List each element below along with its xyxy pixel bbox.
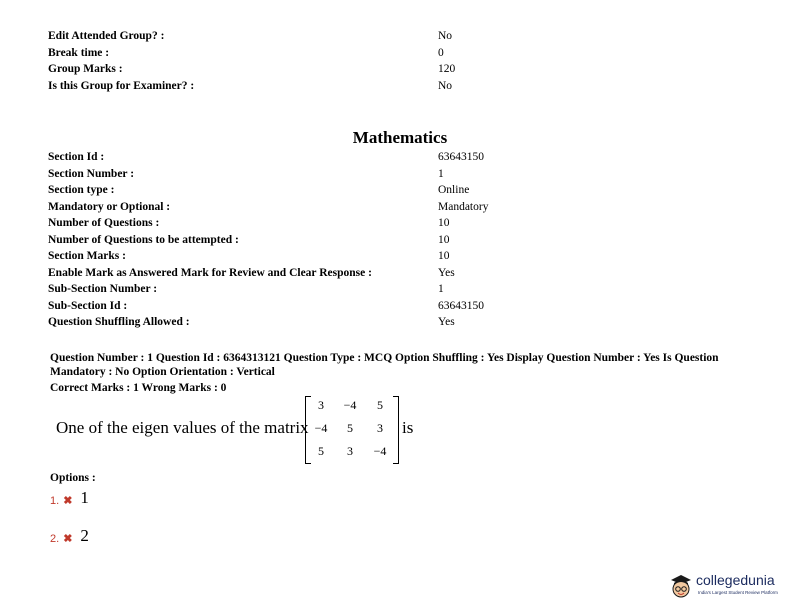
matrix-cell-2-1: −4 <box>314 421 328 435</box>
group-info-key: Break time : <box>48 46 110 59</box>
matrix-right-bracket <box>393 396 399 464</box>
matrix-cell-1-1: 3 <box>318 398 324 412</box>
option-1[interactable] <box>50 489 89 509</box>
section-info-key: Number of Questions : <box>48 217 160 229</box>
group-info-key: Edit Attended Group? : <box>48 30 165 42</box>
matrix-cell-2-3: 3 <box>377 421 383 435</box>
section-info-value: Mandatory <box>438 200 489 213</box>
group-info-value: No <box>438 79 453 92</box>
logo-name: collegedunia <box>696 572 775 588</box>
section-info-key: Mandatory or Optional : <box>48 200 171 213</box>
option-number: 2. <box>50 533 60 545</box>
section-info-value: 10 <box>438 250 450 262</box>
matrix <box>305 396 399 462</box>
group-info-value: No <box>438 30 453 42</box>
question-suffix: is <box>402 418 414 437</box>
option-number: 1. <box>50 495 60 507</box>
section-info-key: Section Number : <box>48 167 135 180</box>
question-meta-line-1: Question Number : 1 Question Id : 6364313121 Question Type : MCQ Option Shuffling : Yes Display Question Number : Yes Is Question <box>50 352 719 364</box>
section-info-value: 10 <box>438 233 450 246</box>
mascot-icon <box>668 572 694 600</box>
option-2[interactable] <box>50 527 89 547</box>
section-info-key: Question Shuffling Allowed : <box>48 316 190 328</box>
matrix-cell-3-2: 3 <box>347 444 353 458</box>
cross-icon: ✖ <box>63 533 73 545</box>
section-info-value: Yes <box>438 316 455 328</box>
section-title: Mathematics <box>352 128 448 147</box>
section-info-value: 63643150 <box>438 299 484 312</box>
group-info-key: Group Marks : <box>48 63 123 75</box>
question-text: One of the eigen values of the matrix <box>56 418 309 437</box>
section-info-value: Yes <box>438 266 455 279</box>
question-marks: Correct Marks : 1 Wrong Marks : 0 <box>50 382 227 394</box>
section-info-key: Number of Questions to be attempted : <box>48 233 239 246</box>
logo-tagline: India's Largest Student Review Platform <box>698 590 778 595</box>
options-label: Options : <box>50 472 96 484</box>
section-info-key: Sub-Section Id : <box>48 299 128 312</box>
matrix-cell-1-3: 5 <box>377 398 383 412</box>
section-info-value: 63643150 <box>438 151 484 163</box>
matrix-cell-3-1: 5 <box>318 444 324 458</box>
cross-icon: ✖ <box>63 495 73 507</box>
section-info-value: 1 <box>438 167 444 180</box>
section-info-key: Section type : <box>48 184 115 196</box>
section-info-value: 1 <box>438 283 444 295</box>
option-value: 2 <box>80 526 89 545</box>
collegedunia-logo <box>668 570 784 604</box>
section-info-value: Online <box>438 184 470 196</box>
group-info-value: 0 <box>438 46 444 59</box>
section-info-value: 10 <box>438 217 450 229</box>
matrix-cell-3-3: −4 <box>373 444 387 458</box>
matrix-cell-1-2: −4 <box>343 398 357 412</box>
section-info-key: Sub-Section Number : <box>48 283 158 295</box>
section-info-key: Enable Mark as Answered Mark for Review and Clear Response : <box>48 266 372 279</box>
section-info-key: Section Id : <box>48 151 105 163</box>
group-info-key: Is this Group for Examiner? : <box>48 79 195 92</box>
matrix-cell-2-2: 5 <box>347 421 353 435</box>
option-value: 1 <box>80 488 89 507</box>
group-info-value: 120 <box>438 63 456 75</box>
section-info-key: Section Marks : <box>48 250 126 262</box>
question-meta-line-2: Mandatory : No Option Orientation : Vertical <box>50 366 275 378</box>
